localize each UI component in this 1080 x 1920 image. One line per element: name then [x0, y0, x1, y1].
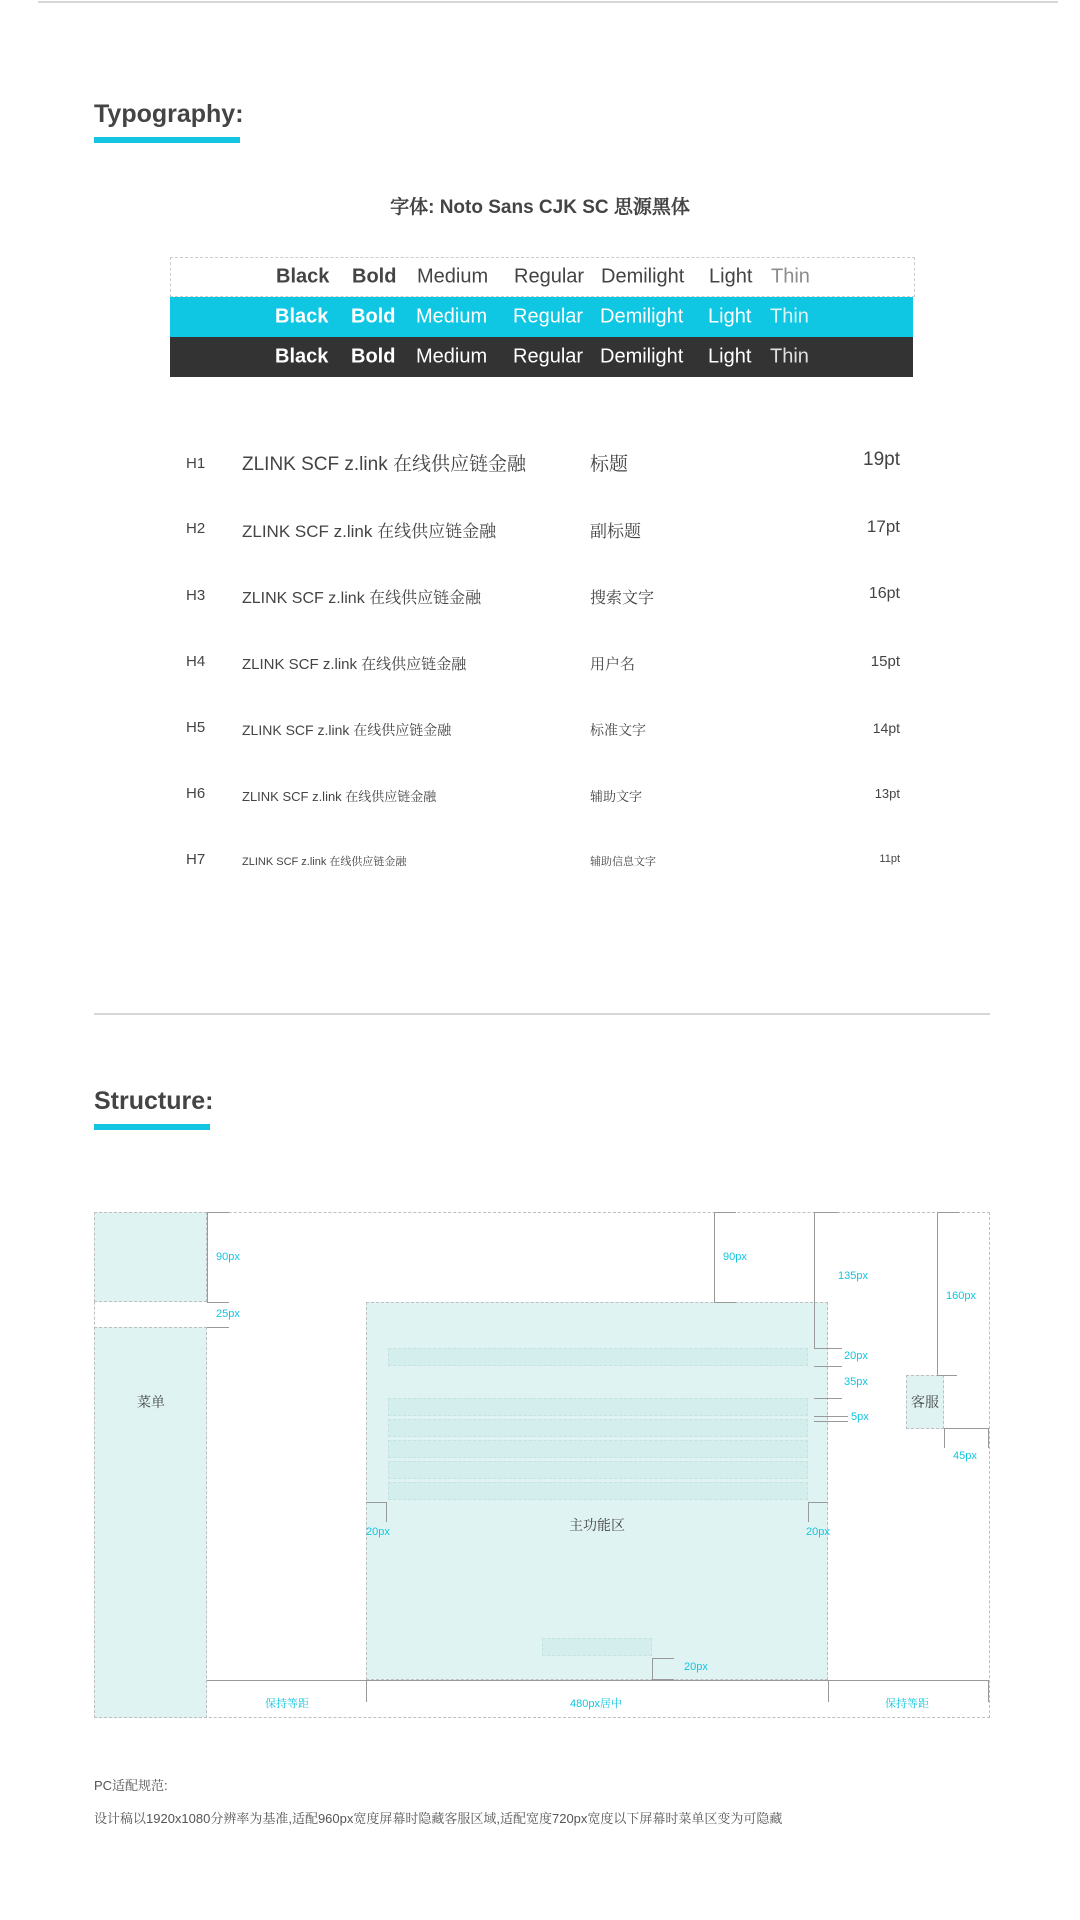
heading-tag: H2: [186, 520, 206, 537]
heading-sample: ZLINK SCF z.link 在线供应链金融: [242, 789, 437, 804]
notes-body: 设计稿以1920x1080分辨率为基准,适配960px宽度屏幕时隐藏客服区域,适配宽度720px宽度以下屏幕时菜单区变为可隐藏: [94, 1811, 783, 1826]
heading-size: 13pt: [874, 786, 900, 801]
bottom-right-label: 保持等距: [885, 1698, 929, 1710]
section-divider: [94, 1013, 990, 1015]
weight-light: Light: [709, 265, 753, 288]
dim-line: [808, 1502, 809, 1522]
heading-size: 11pt: [879, 853, 900, 865]
dim-line: [207, 1212, 229, 1213]
weight-bold: Bold: [351, 305, 396, 328]
dim-line: [988, 1428, 989, 1448]
heading-tag: H5: [186, 719, 206, 736]
dim-line: [366, 1502, 386, 1503]
dim-line: [814, 1212, 838, 1213]
heading-label: 副标题: [590, 522, 641, 541]
dim-line: [207, 1302, 229, 1303]
heading-sample: ZLINK SCF z.link 在线供应链金融: [242, 590, 482, 607]
main-bar-2: [388, 1398, 808, 1416]
weight-light: Light: [708, 345, 752, 368]
main-area-label: 主功能区: [569, 1517, 625, 1533]
heading-sample: ZLINK SCF z.link 在线供应链金融: [242, 522, 497, 541]
heading-size: 16pt: [868, 585, 900, 602]
dim-left-pad: 20px: [366, 1526, 390, 1538]
dim-line: [814, 1421, 848, 1422]
menu-block: [94, 1327, 207, 1718]
heading-size: 17pt: [866, 517, 900, 536]
structure-title: Structure:: [94, 1087, 214, 1115]
typography-title-underline: [94, 137, 240, 143]
dim-line: [937, 1212, 938, 1375]
weight-black: Black: [276, 265, 330, 288]
weight-thin: Thin: [771, 265, 810, 288]
dim-line: [814, 1212, 815, 1348]
heading-label: 标题: [590, 454, 629, 475]
weight-light: Light: [708, 305, 752, 328]
dim-line: [207, 1327, 229, 1328]
weight-demilight: Demilight: [600, 305, 684, 328]
weight-regular: Regular: [513, 345, 584, 368]
weight-thin: Thin: [770, 345, 809, 368]
menu-label: 菜单: [137, 1394, 165, 1410]
dim-service-right: 45px: [953, 1450, 977, 1462]
heading-tag: H4: [186, 653, 206, 670]
dim-line: [714, 1212, 736, 1213]
weight-medium: Medium: [416, 305, 488, 328]
dim-line: [386, 1502, 387, 1522]
heading-sample: ZLINK SCF z.link 在线供应链金融: [242, 656, 467, 673]
heading-size: 14pt: [872, 720, 900, 736]
dim-tick: [366, 1680, 367, 1702]
heading-label: 用户名: [590, 656, 636, 673]
structure-title-underline: [94, 1124, 210, 1130]
heading-sample: ZLINK SCF z.link 在线供应链金融: [242, 856, 407, 868]
heading-sample: ZLINK SCF z.link 在线供应链金融: [242, 454, 526, 475]
dim-bottom-gap: 20px: [684, 1661, 708, 1673]
dim-menu-top: 90px: [216, 1251, 240, 1263]
dim-line: [937, 1375, 957, 1376]
dim-menu-gap: 25px: [216, 1308, 240, 1320]
weight-regular: Regular: [514, 265, 585, 288]
heading-label: 辅助文字: [590, 789, 643, 804]
heading-label: 辅助信息文字: [590, 856, 656, 868]
weight-row-cyan: [170, 297, 913, 337]
notes-title: PC适配规范:: [94, 1778, 168, 1793]
weight-bold: Bold: [352, 265, 397, 288]
weight-row-white: [170, 257, 915, 297]
dim-line: [814, 1366, 842, 1367]
weight-demilight: Demilight: [601, 265, 685, 288]
weight-demilight: Demilight: [600, 345, 684, 368]
heading-tag: H7: [186, 851, 206, 868]
dim-bar-top: 135px: [838, 1270, 868, 1282]
dim-line: [944, 1428, 989, 1429]
dim-service-top: 160px: [946, 1290, 976, 1302]
main-bar-1: [388, 1348, 808, 1366]
heading-label: 标准文字: [590, 722, 646, 738]
main-bar-6: [388, 1482, 808, 1500]
dim-line: [937, 1212, 959, 1213]
dim-line: [714, 1212, 715, 1302]
heading-tag: H3: [186, 587, 206, 604]
dim-line: [814, 1398, 842, 1399]
main-bottom-bar: [542, 1638, 652, 1656]
heading-tag: H1: [186, 455, 206, 472]
dim-line: [814, 1348, 842, 1349]
weight-black: Black: [275, 305, 329, 328]
weight-black: Black: [275, 345, 329, 368]
heading-label: 搜索文字: [590, 590, 655, 607]
main-bar-3: [388, 1419, 808, 1437]
dim-gap-20: 20px: [844, 1350, 868, 1362]
heading-size: 15pt: [870, 653, 900, 670]
weight-regular: Regular: [513, 305, 584, 328]
dim-main-top: 90px: [723, 1251, 747, 1263]
heading-size: 19pt: [863, 449, 900, 470]
dim-right-pad: 20px: [806, 1526, 830, 1538]
main-bar-4: [388, 1440, 808, 1458]
top-divider: [38, 1, 1058, 3]
weight-thin: Thin: [770, 305, 809, 328]
dim-gap-35: 35px: [844, 1376, 868, 1388]
dim-line: [808, 1502, 828, 1503]
dim-tick: [828, 1680, 829, 1702]
dim-tick: [988, 1680, 989, 1702]
dim-gap-5: 5px: [851, 1411, 869, 1423]
heading-tag: H6: [186, 785, 206, 802]
service-label: 客服: [911, 1394, 939, 1410]
dim-line: [944, 1428, 945, 1448]
dim-line: [207, 1212, 208, 1302]
weight-medium: Medium: [417, 265, 489, 288]
dim-line: [652, 1658, 674, 1659]
bottom-left-label: 保持等距: [265, 1698, 309, 1710]
menu-top-block: [94, 1212, 207, 1302]
bottom-dim-line: [207, 1680, 989, 1681]
heading-sample: ZLINK SCF z.link 在线供应链金融: [242, 722, 452, 738]
dim-line: [714, 1302, 736, 1303]
weight-row-dark: [170, 337, 913, 377]
typography-title: Typography:: [94, 100, 244, 128]
main-bar-5: [388, 1461, 808, 1479]
dim-line: [814, 1416, 848, 1417]
bottom-center-label: 480px居中: [570, 1698, 622, 1710]
font-name: 字体: Noto Sans CJK SC 思源黑体: [390, 197, 690, 218]
dim-line: [652, 1658, 653, 1680]
weight-bold: Bold: [351, 345, 396, 368]
weight-medium: Medium: [416, 345, 488, 368]
